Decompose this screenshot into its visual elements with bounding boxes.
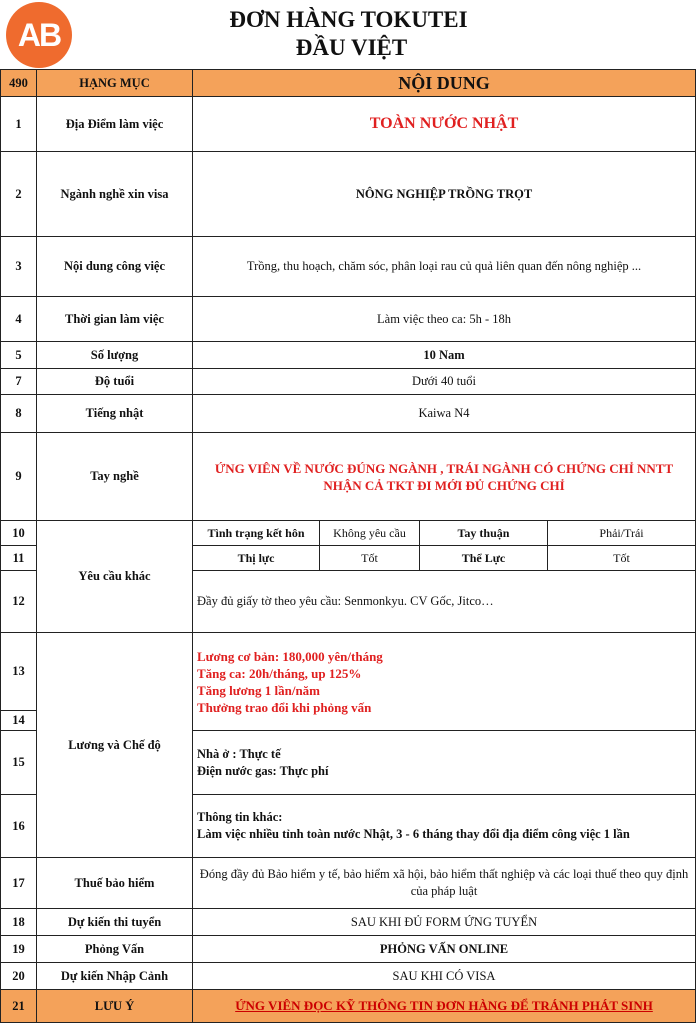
row-category: Tay nghề (37, 433, 193, 521)
row-number: 10 (1, 521, 37, 546)
row-content: Làm việc theo ca: 5h - 18h (193, 297, 696, 342)
eyesight-label: Thị lực (193, 546, 320, 571)
row-number: 19 (1, 936, 37, 963)
row-number: 15 (1, 731, 37, 795)
table-row (1, 152, 696, 237)
salary-bonus: Thưởng trao đổi khi phỏng vấn (197, 699, 372, 715)
row-content: TOÀN NƯỚC NHẬT (193, 97, 696, 152)
other-info-content (193, 795, 696, 858)
logo-text: AB (17, 16, 61, 53)
table-row (1, 521, 696, 546)
table-row (1, 297, 696, 342)
row-category: Số lượng (37, 342, 193, 369)
row-number: 14 (1, 711, 37, 731)
table-row (1, 342, 696, 369)
row-number: 8 (1, 395, 37, 433)
skill-line-1: ỨNG VIÊN VỀ NƯỚC ĐÚNG NGÀNH , TRÁI NGÀNH CÓ CHỨNG CHỈ NNTT (214, 460, 674, 476)
eyesight-value: Tốt (320, 546, 420, 571)
page-title (0, 6, 697, 62)
row-category: Dự kiến thi tuyển (37, 909, 193, 936)
row-content: NÔNG NGHIỆP TRỒNG TRỌT (193, 152, 696, 237)
table-row (1, 990, 696, 1023)
marital-status-value: Không yêu cầu (320, 521, 420, 546)
row-number: 11 (1, 546, 37, 571)
table-header-row (1, 70, 696, 97)
row-number: 7 (1, 369, 37, 395)
table-row (1, 909, 696, 936)
row-content: SAU KHI CÓ VISA (193, 963, 696, 990)
row-number: 18 (1, 909, 37, 936)
title-line-2: ĐẦU VIỆT (295, 35, 408, 60)
row-content: Dưới 40 tuổi (193, 369, 696, 395)
row-number: 4 (1, 297, 37, 342)
row-content: SAU KHI ĐỦ FORM ỨNG TUYỂN (193, 909, 696, 936)
salary-overtime: Tăng ca: 20h/tháng, up 125% (197, 665, 362, 681)
table-row (1, 858, 696, 909)
row-category: Địa Điểm làm việc (37, 97, 193, 152)
marital-status-label: Tình trạng kết hôn (193, 521, 320, 546)
row-number: 12 (1, 571, 37, 633)
housing-content (193, 731, 696, 795)
row-category: Phỏng Vấn (37, 936, 193, 963)
handedness-value: Phải/Trái (548, 521, 696, 546)
row-category: Dự kiến Nhập Cảnh (37, 963, 193, 990)
handedness-label: Tay thuận (420, 521, 548, 546)
salary-raise: Tăng lương 1 lần/năm (197, 682, 321, 698)
row-content: Đóng đầy đủ Bảo hiểm y tế, bảo hiểm xã hội, bảo hiểm thất nghiệp và các loại thuế theo quy định của pháp luật (193, 858, 696, 909)
row-content: 10 Nam (193, 342, 696, 369)
notice-text: ỨNG VIÊN ĐỌC KỸ THÔNG TIN ĐƠN HÀNG ĐỂ TRÁNH PHÁT SINH (235, 998, 653, 1013)
table-row (1, 369, 696, 395)
fitness-value: Tốt (548, 546, 696, 571)
row-category: Độ tuổi (37, 369, 193, 395)
group-other-requirements: Yêu cầu khác (37, 521, 193, 633)
row-content: PHỎNG VẤN ONLINE (193, 936, 696, 963)
row-content (193, 990, 696, 1023)
group-salary-benefits: Lương và Chế độ (37, 633, 193, 858)
other-info-text: Làm việc nhiều tỉnh toàn nước Nhật, 3 - 6 tháng thay đổi địa điểm công việc 1 lần (197, 827, 630, 841)
row-category: Ngành nghề xin visa (37, 152, 193, 237)
salary-base: Lương cơ bản: 180,000 yên/tháng (197, 648, 383, 664)
header-no: 490 (1, 70, 37, 97)
table-row (1, 97, 696, 152)
row-number: 9 (1, 433, 37, 521)
row-number: 16 (1, 795, 37, 858)
table-row (1, 936, 696, 963)
row-number: 20 (1, 963, 37, 990)
row-category: Tiếng nhật (37, 395, 193, 433)
row-number: 2 (1, 152, 37, 237)
order-table (0, 69, 696, 1023)
row-number: 17 (1, 858, 37, 909)
row-category: Thuế bảo hiểm (37, 858, 193, 909)
row-category: LƯU Ý (37, 990, 193, 1023)
table-row (1, 963, 696, 990)
row-category: Nội dung công việc (37, 237, 193, 297)
table-row (1, 633, 696, 711)
fitness-label: Thể Lực (420, 546, 548, 571)
salary-content (193, 633, 696, 731)
table-row (1, 237, 696, 297)
header-content: NỘI DUNG (193, 70, 696, 97)
row-content: Kaiwa N4 (193, 395, 696, 433)
title-line-1: ĐƠN HÀNG TOKUTEI (229, 7, 468, 32)
table-row (1, 395, 696, 433)
row-content (193, 433, 696, 521)
header-category: HẠNG MỤC (37, 70, 193, 97)
other-info-title: Thông tin khác: (197, 810, 283, 824)
skill-line-2: NHẬN CẢ TKT ĐI MỚI ĐỦ CHỨNG CHỈ (323, 477, 565, 493)
row-number: 5 (1, 342, 37, 369)
row-number: 13 (1, 633, 37, 711)
row-number: 1 (1, 97, 37, 152)
housing-line: Nhà ở : Thực tế (197, 746, 281, 761)
row-category: Thời gian làm việc (37, 297, 193, 342)
row-content: Trồng, thu hoạch, chăm sóc, phân loại rau củ quả liên quan đến nông nghiệp ... (193, 237, 696, 297)
row-number: 3 (1, 237, 37, 297)
row-number: 21 (1, 990, 37, 1023)
utilities-line: Điện nước gas: Thực phí (197, 763, 329, 778)
row-content: Đầy đủ giấy tờ theo yêu cầu: Senmonkyu. CV Gốc, Jitco… (193, 571, 696, 633)
table-row (1, 433, 696, 521)
